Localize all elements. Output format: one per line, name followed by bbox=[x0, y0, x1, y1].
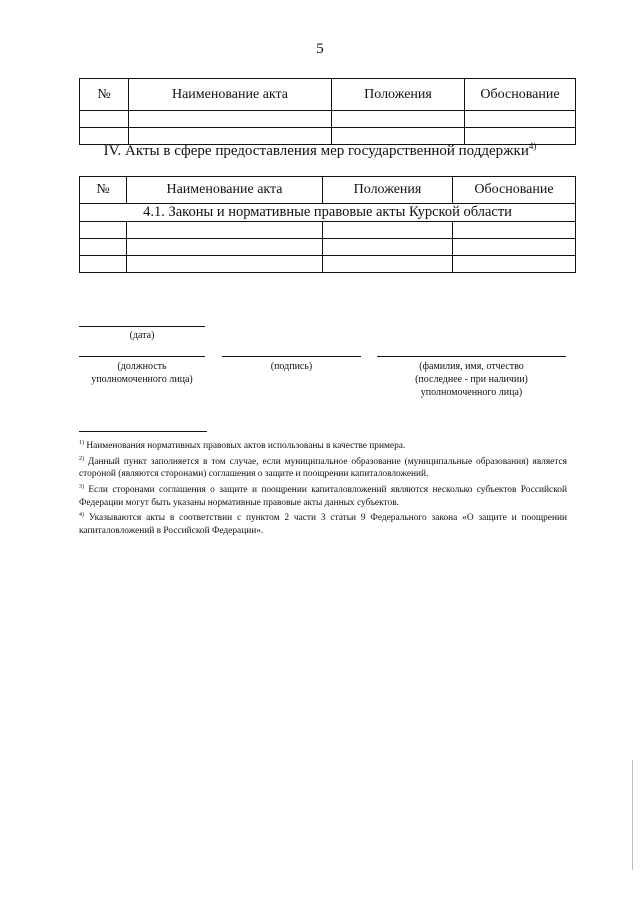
table-row bbox=[80, 111, 576, 128]
footnote-text: Данный пункт заполняется в том случае, если муниципальное образование (муниципальные образования) является стороной (являются сторонами) соглашения о защите и поощрении капиталовложений. bbox=[79, 456, 567, 480]
footnote bbox=[79, 481, 567, 509]
footnote-separator bbox=[79, 431, 207, 432]
page-number: 5 bbox=[316, 41, 324, 57]
full-name-line bbox=[377, 356, 566, 357]
table-row bbox=[80, 256, 576, 273]
footnote-ref: 4) bbox=[528, 141, 537, 151]
table-cell bbox=[323, 239, 453, 256]
footnote-mark: 4) bbox=[79, 512, 84, 519]
table-header-row bbox=[80, 79, 576, 111]
acts-table bbox=[79, 78, 576, 145]
footnote bbox=[79, 509, 567, 537]
full-name-caption-line: (фамилия, имя, отчество bbox=[419, 361, 524, 372]
column-header-act-name: Наименование акта bbox=[127, 177, 323, 204]
footnote-text: Наименования нормативных правовых актов использованы в качестве примера. bbox=[84, 441, 406, 452]
footnotes bbox=[79, 437, 567, 538]
column-header-provisions: Положения bbox=[332, 79, 465, 111]
table-subheading: 4.1. Законы и нормативные правовые акты Курской области bbox=[80, 204, 576, 222]
table-cell bbox=[332, 111, 465, 128]
footnote-mark: 2) bbox=[79, 455, 84, 462]
scan-edge-mark bbox=[632, 760, 633, 870]
support-acts-table bbox=[79, 176, 576, 273]
table-row bbox=[80, 239, 576, 256]
table-cell bbox=[323, 222, 453, 239]
table-row bbox=[80, 222, 576, 239]
footnote-mark: 1) bbox=[79, 440, 84, 446]
column-header-provisions: Положения bbox=[323, 177, 453, 204]
table-subheading-row bbox=[80, 204, 576, 222]
table-cell bbox=[127, 239, 323, 256]
date-caption: (дата) bbox=[129, 330, 155, 341]
position-caption-line: (должность bbox=[117, 361, 167, 372]
full-name-caption-line: уполномоченного лица) bbox=[420, 387, 523, 398]
table-header-row bbox=[80, 177, 576, 204]
column-header-justification: Обоснование bbox=[465, 79, 576, 111]
footnote bbox=[79, 437, 567, 453]
footnote-text: Указываются акты в соответствии с пунктом 2 части 3 статьи 9 Федерального закона «О защите и поощрении капиталовложений в Российской Федерации». bbox=[79, 513, 567, 537]
table-cell bbox=[80, 222, 127, 239]
table-cell bbox=[453, 222, 576, 239]
table-cell bbox=[453, 256, 576, 273]
signature-caption: (подпись) bbox=[270, 361, 313, 372]
column-header-number: № bbox=[80, 177, 127, 204]
table-cell bbox=[80, 111, 129, 128]
table-cell bbox=[323, 256, 453, 273]
footnote-mark: 3) bbox=[79, 484, 84, 491]
table-cell bbox=[453, 239, 576, 256]
full-name-caption bbox=[377, 360, 566, 399]
section-heading bbox=[0, 141, 640, 160]
column-header-justification: Обоснование bbox=[453, 177, 576, 204]
footnote-text: Если сторонами соглашения о защите и поощрении капиталовложений являются несколько субъектов Российской Федерации могут быть указаны нормативные правовые акты данных субъектов. bbox=[79, 485, 567, 508]
table-cell bbox=[129, 111, 332, 128]
table-cell bbox=[127, 222, 323, 239]
position-caption bbox=[65, 360, 219, 386]
footnote bbox=[79, 453, 567, 481]
date-line bbox=[79, 326, 205, 327]
section-title: IV. Акты в сфере предоставления мер государственной поддержки bbox=[103, 143, 529, 159]
column-header-act-name: Наименование акта bbox=[129, 79, 332, 111]
full-name-caption-line: (последнее - при наличии) bbox=[415, 374, 528, 385]
signature-line bbox=[222, 356, 361, 357]
position-line bbox=[79, 356, 205, 357]
position-caption-line: уполномоченного лица) bbox=[91, 374, 193, 385]
table-cell bbox=[80, 256, 127, 273]
table-cell bbox=[127, 256, 323, 273]
table-cell bbox=[465, 111, 576, 128]
table-cell bbox=[80, 239, 127, 256]
column-header-number: № bbox=[80, 79, 129, 111]
